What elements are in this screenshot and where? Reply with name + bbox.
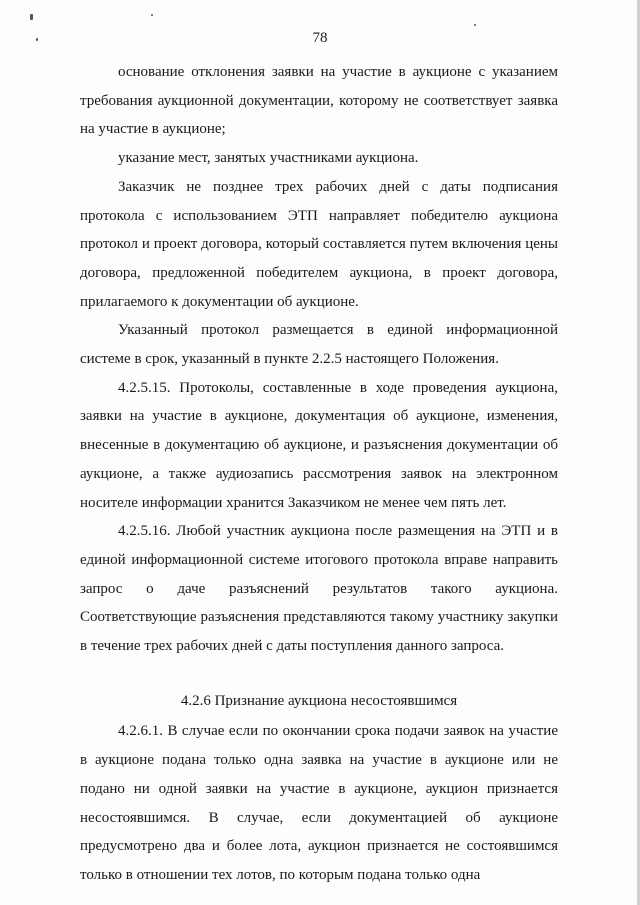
page-body <box>80 58 558 890</box>
paragraph: Указанный протокол размещается в единой информационной системе в срок, указанный в пункте 2.2.5 настоящего Положения. <box>80 322 558 368</box>
paragraph: Заказчик не позднее трех рабочих дней с даты подписания протокола с использованием ЭТП направляет победителю аукциона протокол и проект договора, который составляется путем включения цены договора, предложенной победителем аукциона, в проект договора, прилагаемого к документации об аукционе. <box>80 178 558 310</box>
page-number: 78 <box>312 30 328 46</box>
paragraph: указание мест, занятых участниками аукциона. <box>118 150 419 167</box>
scan-artifact-mark <box>151 14 153 16</box>
scan-artifact-mark <box>30 14 33 20</box>
paragraph-continuation: основание отклонения заявки на участие в аукционе с указанием требования аукционной документации, которому не соответствует заявка на участие в аукционе; <box>80 64 558 138</box>
scan-artifact-mark <box>474 24 476 26</box>
paragraph: 4.2.5.15. Протоколы, составленные в ходе проведения аукциона, заявки на участие в аукционе, документация об аукционе, изменения, внесенные в документацию об аукционе, и разъяснения документации об аукционе, а также аудиозапись рассмотрения заявок на электронном носителе информации хранится Заказчиком не менее чем пять лет. <box>80 379 558 511</box>
section-heading: 4.2.6 Признание аукциона несостоявшимся <box>180 692 458 709</box>
section-paragraph: 4.2.6.1. В случае если по окончании срока подачи заявок на участие в аукционе подана только одна заявка на участие в аукционе или не подано ни одной заявки на участие в аукционе, аукцион признается несостоявшимся. В случае, если документацией об аукционе предусмотрено два и более лота, аукцион признается не состоявшимся только в отношении тех лотов, по которым подана только одна <box>80 723 558 883</box>
paragraph: 4.2.5.16. Любой участник аукциона после размещения на ЭТП и в единой информационной системе итогового протокола вправе направить запрос о даче разъяснений результатов такого аукциона. Соответствующие разъяснения представляются такому участнику закупки в течение трех рабочих дней с даты поступления данного запроса. <box>80 523 558 655</box>
